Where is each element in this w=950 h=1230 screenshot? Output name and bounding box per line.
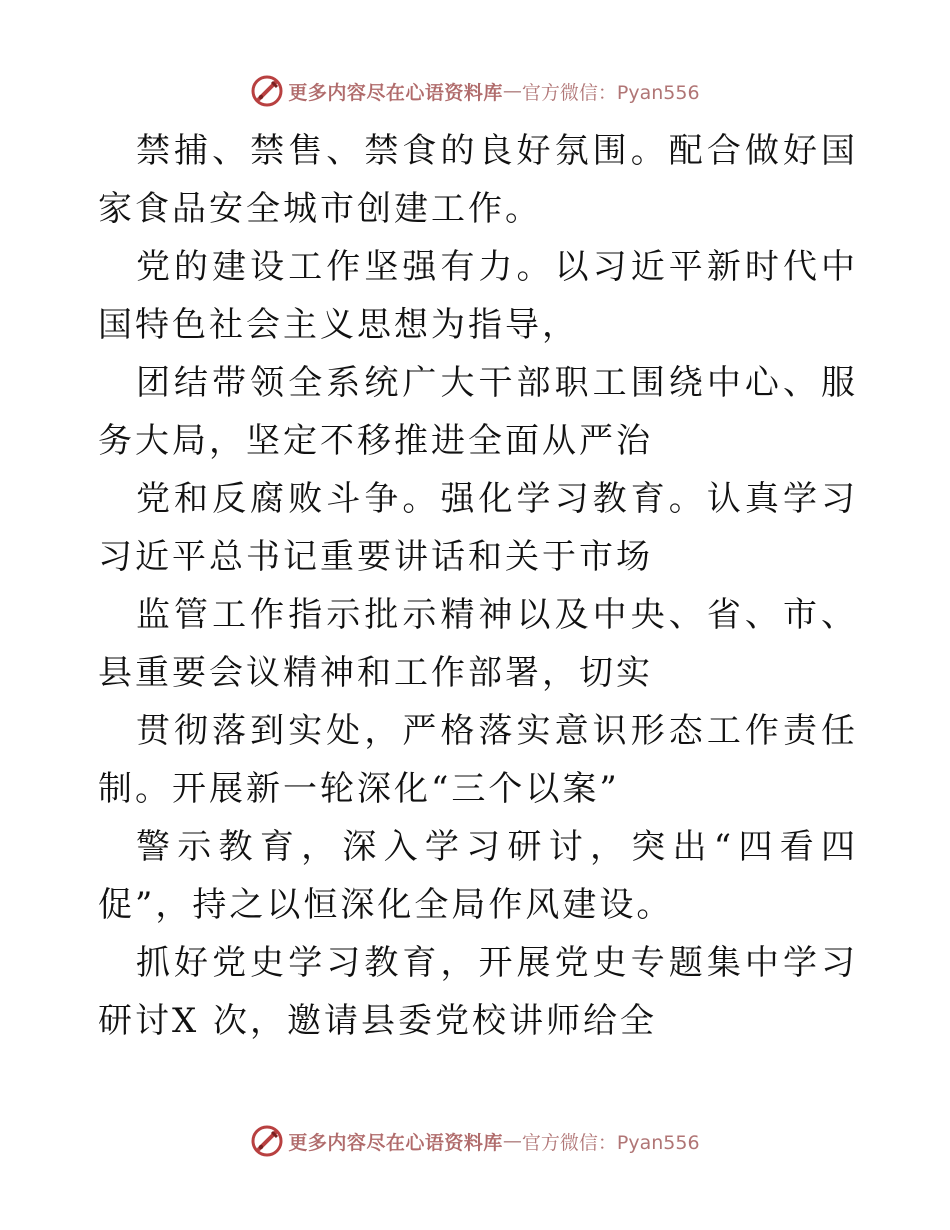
header-watermark xyxy=(0,71,950,111)
watermark-text: 更多内容尽在心语资料库 xyxy=(288,1131,503,1154)
watermark-separator: — xyxy=(502,80,522,102)
paragraph: 禁捕、禁售、禁食的良好氛围。配合做好国家食品安全城市创建工作。 xyxy=(98,131,858,229)
watermark-separator: — xyxy=(502,1130,522,1152)
paragraph: 团结带领全系统广大干部职工围绕中心、服务大局，坚定不移推进全面从严治 xyxy=(98,363,858,461)
paragraph: 抓好党史学习教育，开展党史专题集中学习研讨X 次，邀请县委党校讲师给全 xyxy=(98,943,858,1041)
watermark-contact: 官方微信：Pyan556 xyxy=(521,81,700,104)
paragraph: 监管工作指示批示精神以及中央、省、市、县重要会议精神和工作部署，切实 xyxy=(98,595,858,693)
footer-watermark xyxy=(0,1121,950,1161)
paragraph: 党的建设工作坚强有力。以习近平新时代中国特色社会主义思想为指导， xyxy=(98,247,858,345)
paragraph: 贯彻落到实处，严格落实意识形态工作责任制。开展新一轮深化“三个以案” xyxy=(98,711,858,809)
watermark-text: 更多内容尽在心语资料库 xyxy=(288,81,503,104)
watermark-contact: 官方微信：Pyan556 xyxy=(521,1131,700,1154)
brand-logo-icon xyxy=(250,1124,284,1158)
document-body xyxy=(98,122,858,1050)
brand-logo-icon xyxy=(250,74,284,108)
paragraph: 警示教育，深入学习研讨，突出“四看四促”，持之以恒深化全局作风建设。 xyxy=(98,827,858,925)
paragraph: 党和反腐败斗争。强化学习教育。认真学习习近平总书记重要讲话和关于市场 xyxy=(98,479,858,577)
